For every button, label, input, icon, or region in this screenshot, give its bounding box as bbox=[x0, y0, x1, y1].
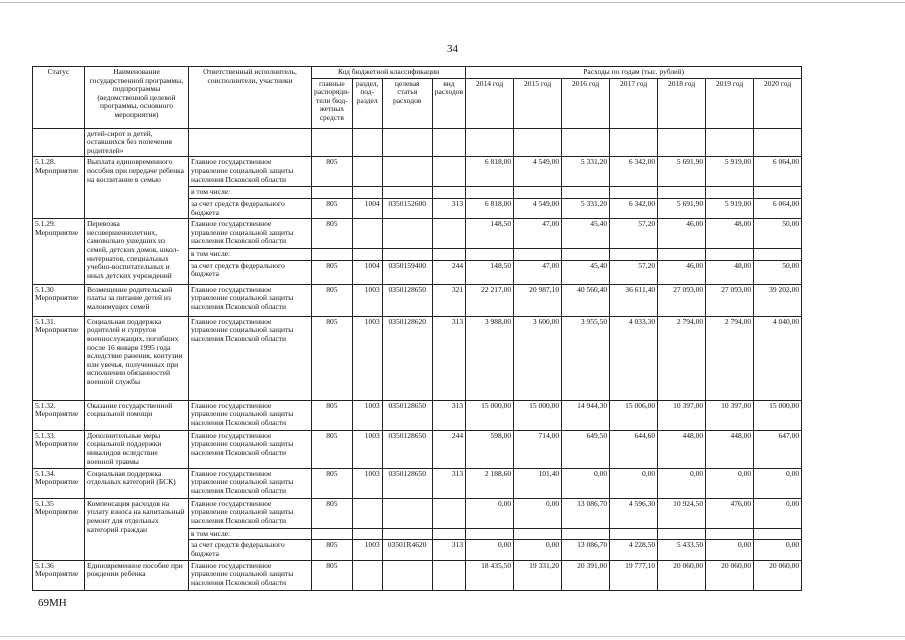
value-cell: 6 064,00 bbox=[754, 198, 802, 218]
value-cell: 5 331,20 bbox=[562, 157, 610, 187]
value-cell: 15 006,00 bbox=[610, 400, 658, 430]
value-cell: 45,40 bbox=[562, 219, 610, 249]
value-cell: 47,00 bbox=[514, 219, 562, 249]
value-cell: 46,00 bbox=[658, 260, 706, 284]
value-cell: 46,00 bbox=[658, 219, 706, 249]
table-row bbox=[33, 157, 802, 187]
table-row bbox=[33, 430, 802, 468]
header-year: 2015 год bbox=[514, 78, 562, 128]
status-cell: 5.1.30 Мероприятие bbox=[33, 284, 85, 316]
value-cell: 10 924,50 bbox=[658, 498, 706, 528]
value-cell: 4 040,00 bbox=[754, 316, 802, 400]
section-cell: 1004 bbox=[352, 260, 382, 284]
header-responsible: Ответственный исполнитель, соисполнители, участники bbox=[189, 67, 312, 129]
type-cell: 321 bbox=[432, 284, 465, 316]
value-cell: 13 086,70 bbox=[562, 498, 610, 528]
target-cell: 0350128650 bbox=[382, 284, 432, 316]
value-cell: 20 060,00 bbox=[754, 560, 802, 590]
target-cell bbox=[382, 157, 432, 187]
value-cell: 0,00 bbox=[754, 540, 802, 560]
value-cell: 0,00 bbox=[754, 468, 802, 498]
value-cell: 15 000,00 bbox=[754, 400, 802, 430]
section-cell: 1003 bbox=[352, 430, 382, 468]
value-cell: 14 944,30 bbox=[562, 400, 610, 430]
status-cell: 5.1.34. Мероприятие bbox=[33, 468, 85, 498]
value-cell: 101,40 bbox=[514, 468, 562, 498]
target-cell bbox=[382, 498, 432, 528]
header-year: 2017 год bbox=[610, 78, 658, 128]
value-cell: 18 435,50 bbox=[466, 560, 514, 590]
table-row bbox=[33, 128, 802, 157]
grbs-cell: 805 bbox=[312, 540, 353, 560]
value-cell: 5 919,00 bbox=[706, 198, 754, 218]
type-cell bbox=[432, 219, 465, 249]
value-cell: 15 000,00 bbox=[466, 400, 514, 430]
value-cell: 22 217,00 bbox=[466, 284, 514, 316]
responsible-cell: Главное государственное управление социальной защиты населения Псковской области bbox=[189, 498, 312, 528]
value-cell: 598,00 bbox=[466, 430, 514, 468]
value-cell: 2 794,00 bbox=[706, 316, 754, 400]
header-year: 2014 год bbox=[466, 78, 514, 128]
value-cell: 45,40 bbox=[562, 260, 610, 284]
value-cell: 40 560,40 bbox=[562, 284, 610, 316]
section-cell: 1004 bbox=[352, 198, 382, 218]
value-cell: 47,00 bbox=[514, 260, 562, 284]
value-cell: 50,00 bbox=[754, 260, 802, 284]
name-cell: Социальная поддержка родителей и супругов военнослужащих, погибших после 16 января 1995 года вследствие ранения, контузии или увечья, полученных при исполнении обязанностей военной службы bbox=[85, 316, 189, 400]
including-cell: в том числе: bbox=[189, 528, 312, 540]
responsible-cell: Главное государственное управление социальной защиты населения Псковской области bbox=[189, 430, 312, 468]
grbs-cell: 805 bbox=[312, 400, 353, 430]
value-cell: 148,50 bbox=[466, 260, 514, 284]
value-cell: 649,50 bbox=[562, 430, 610, 468]
value-cell: 0,00 bbox=[514, 540, 562, 560]
name-cell: Выплата единовременного пособия при передаче ребенка на воспитание в семью bbox=[85, 157, 189, 219]
value-cell: 48,00 bbox=[706, 219, 754, 249]
status-cell: 5.1.32. Мероприятие bbox=[33, 400, 85, 430]
value-cell: 647,00 bbox=[754, 430, 802, 468]
value-cell: 20 060,00 bbox=[658, 560, 706, 590]
value-cell: 20 060,00 bbox=[706, 560, 754, 590]
status-cell: 5.1.33. Мероприятие bbox=[33, 430, 85, 468]
value-cell: 6 818,00 bbox=[466, 157, 514, 187]
type-cell: 313 bbox=[432, 316, 465, 400]
section-cell: 1003 bbox=[352, 316, 382, 400]
header-section: раздел, под-раздел bbox=[352, 78, 382, 128]
responsible-cell: Главное государственное управление социальной защиты населения Псковской области bbox=[189, 219, 312, 249]
type-cell: 244 bbox=[432, 260, 465, 284]
responsible-cell: за счет средств федерального бюджета bbox=[189, 540, 312, 560]
header-expenses: Расходы по годам (тыс. рублей) bbox=[466, 67, 802, 79]
value-cell: 0,00 bbox=[610, 468, 658, 498]
target-cell: 0350128650 bbox=[382, 468, 432, 498]
value-cell: 50,00 bbox=[754, 219, 802, 249]
value-cell: 4 549,00 bbox=[514, 157, 562, 187]
value-cell: 3 988,00 bbox=[466, 316, 514, 400]
responsible-cell: за счет средств федерального бюджета bbox=[189, 260, 312, 284]
header-grbs: главные распоряди-тели бюд-жетных средств bbox=[312, 78, 353, 128]
name-cell: Единовременное пособие при рождении ребенка bbox=[85, 560, 189, 590]
status-cell: 5.1.28. Мероприятие bbox=[33, 157, 85, 219]
value-cell: 27 093,00 bbox=[658, 284, 706, 316]
type-cell bbox=[432, 560, 465, 590]
value-cell: 448,00 bbox=[658, 430, 706, 468]
value-cell: 5 433,50 bbox=[658, 540, 706, 560]
value-cell: 4 596,30 bbox=[610, 498, 658, 528]
section-cell bbox=[352, 219, 382, 249]
grbs-cell: 805 bbox=[312, 498, 353, 528]
table-row bbox=[33, 560, 802, 590]
grbs-cell: 805 bbox=[312, 430, 353, 468]
target-cell bbox=[382, 219, 432, 249]
grbs-cell: 805 bbox=[312, 198, 353, 218]
section-cell: 1003 bbox=[352, 400, 382, 430]
name-cell: Перевозка несовершеннолетних, самовольно ушедших из семей, детских домов, школ-интернатов, специальных учебно-воспитательных и иных детских учреждений bbox=[85, 219, 189, 285]
value-cell: 57,20 bbox=[610, 219, 658, 249]
budget-table bbox=[32, 66, 802, 591]
target-cell: 03501R4620 bbox=[382, 540, 432, 560]
section-cell: 1003 bbox=[352, 468, 382, 498]
section-cell bbox=[352, 157, 382, 187]
value-cell: 476,00 bbox=[706, 498, 754, 528]
value-cell: 4 549,00 bbox=[514, 198, 562, 218]
value-cell: 4 033,30 bbox=[610, 316, 658, 400]
scan-edge-top bbox=[0, 2, 905, 3]
value-cell: 6 342,00 bbox=[610, 157, 658, 187]
section-cell bbox=[352, 498, 382, 528]
table-row bbox=[33, 284, 802, 316]
value-cell: 48,00 bbox=[706, 260, 754, 284]
value-cell: 0,00 bbox=[706, 540, 754, 560]
value-cell: 36 611,40 bbox=[610, 284, 658, 316]
status-cell: 5.1.35 Мероприятие bbox=[33, 498, 85, 560]
footer-code: 69МН bbox=[38, 597, 67, 609]
grbs-cell: 805 bbox=[312, 468, 353, 498]
value-cell: 39 202,00 bbox=[754, 284, 802, 316]
value-cell: 0,00 bbox=[514, 498, 562, 528]
type-cell: 313 bbox=[432, 198, 465, 218]
grbs-cell: 805 bbox=[312, 260, 353, 284]
name-cell: Дополнительные меры социальной поддержки инвалидов вследствие военной травмы bbox=[85, 430, 189, 468]
value-cell: 20 391,00 bbox=[562, 560, 610, 590]
table-row bbox=[33, 498, 802, 528]
status-cell: 5.1.29. Мероприятие bbox=[33, 219, 85, 285]
target-cell bbox=[382, 560, 432, 590]
type-cell: 244 bbox=[432, 430, 465, 468]
value-cell: 5 331,20 bbox=[562, 198, 610, 218]
responsible-cell: Главное государственное управление социальной защиты населения Псковской области bbox=[189, 560, 312, 590]
header-year: 2016 год bbox=[562, 78, 610, 128]
value-cell: 19 777,10 bbox=[610, 560, 658, 590]
table-row bbox=[33, 316, 802, 400]
value-cell: 448,00 bbox=[706, 430, 754, 468]
value-cell: 15 000,00 bbox=[514, 400, 562, 430]
responsible-cell: Главное государственное управление социальной защиты населения Псковской области bbox=[189, 316, 312, 400]
value-cell: 6 342,00 bbox=[610, 198, 658, 218]
grbs-cell: 805 bbox=[312, 219, 353, 249]
header-expense-type: вид расходов bbox=[432, 78, 465, 128]
value-cell: 0,00 bbox=[658, 468, 706, 498]
grbs-cell: 805 bbox=[312, 316, 353, 400]
target-cell: 0350159400 bbox=[382, 260, 432, 284]
value-cell: 19 331,20 bbox=[514, 560, 562, 590]
value-cell: 4 228,50 bbox=[610, 540, 658, 560]
status-cell: 5.1.36 Мероприятие bbox=[33, 560, 85, 590]
name-cell: Оказание государственной социальной помощи bbox=[85, 400, 189, 430]
grbs-cell: 805 bbox=[312, 284, 353, 316]
scan-edge-bottom bbox=[0, 636, 905, 637]
page-number: 34 bbox=[447, 43, 458, 55]
responsible-cell: Главное государственное управление социальной защиты населения Псковской области bbox=[189, 400, 312, 430]
status-cell: 5.1.31. Мероприятие bbox=[33, 316, 85, 400]
responsible-cell: Главное государственное управление социальной защиты населения Псковской области bbox=[189, 468, 312, 498]
including-cell: в том числе: bbox=[189, 187, 312, 199]
type-cell bbox=[432, 498, 465, 528]
value-cell: 2 188,60 bbox=[466, 468, 514, 498]
name-cell: Возмещение родительской платы за питание детей из малоимущих семей bbox=[85, 284, 189, 316]
name-cell: Социальная поддержка отдельных категорий (БСК) bbox=[85, 468, 189, 498]
type-cell: 313 bbox=[432, 468, 465, 498]
value-cell: 644,60 bbox=[610, 430, 658, 468]
value-cell: 0,00 bbox=[754, 498, 802, 528]
target-cell: 0350152600 bbox=[382, 198, 432, 218]
header-budget-code: Код бюджетной классификации bbox=[312, 67, 466, 79]
header-year: 2018 год bbox=[658, 78, 706, 128]
name-cell: детей-сирот и детей, оставшихся без попечения родителей» bbox=[85, 128, 189, 157]
value-cell: 2 794,00 bbox=[658, 316, 706, 400]
table-row bbox=[33, 468, 802, 498]
value-cell: 6 818,00 bbox=[466, 198, 514, 218]
value-cell: 6 064,00 bbox=[754, 157, 802, 187]
section-cell bbox=[352, 560, 382, 590]
header-status: Статус bbox=[33, 67, 85, 129]
responsible-cell: Главное государственное управление социальной защиты населения Псковской области bbox=[189, 157, 312, 187]
header-target: целевая статья расходов bbox=[382, 78, 432, 128]
value-cell: 0,00 bbox=[466, 540, 514, 560]
value-cell: 5 919,00 bbox=[706, 157, 754, 187]
responsible-cell: Главное государственное управление социальной защиты населения Псковской области bbox=[189, 284, 312, 316]
section-cell: 1003 bbox=[352, 540, 382, 560]
status-cell bbox=[33, 128, 85, 157]
value-cell: 5 691,90 bbox=[658, 157, 706, 187]
value-cell: 10 397,00 bbox=[658, 400, 706, 430]
grbs-cell: 805 bbox=[312, 560, 353, 590]
header-name: Наименование государственной программы, подпрограммы (ведомственной целевой программы, основного мероприятия) bbox=[85, 67, 189, 129]
value-cell: 5 691,90 bbox=[658, 198, 706, 218]
section-cell: 1003 bbox=[352, 284, 382, 316]
value-cell: 0,00 bbox=[706, 468, 754, 498]
target-cell: 0350128650 bbox=[382, 400, 432, 430]
header-year: 2020 год bbox=[754, 78, 802, 128]
type-cell: 313 bbox=[432, 540, 465, 560]
value-cell: 3 600,00 bbox=[514, 316, 562, 400]
value-cell: 57,20 bbox=[610, 260, 658, 284]
target-cell: 0350128650 bbox=[382, 430, 432, 468]
value-cell: 20 987,10 bbox=[514, 284, 562, 316]
value-cell: 10 397,00 bbox=[706, 400, 754, 430]
value-cell: 714,00 bbox=[514, 430, 562, 468]
table-row bbox=[33, 400, 802, 430]
header-year: 2019 год bbox=[706, 78, 754, 128]
including-cell: в том числе: bbox=[189, 249, 312, 261]
name-cell: Компенсация расходов на уплату взноса на капитальный ремонт для отдельных категорий граждан bbox=[85, 498, 189, 560]
value-cell: 3 955,50 bbox=[562, 316, 610, 400]
grbs-cell: 805 bbox=[312, 157, 353, 187]
value-cell: 27 093,00 bbox=[706, 284, 754, 316]
table-row bbox=[33, 219, 802, 249]
type-cell bbox=[432, 157, 465, 187]
target-cell: 0350128620 bbox=[382, 316, 432, 400]
type-cell: 313 bbox=[432, 400, 465, 430]
value-cell: 148,50 bbox=[466, 219, 514, 249]
value-cell: 13 086,70 bbox=[562, 540, 610, 560]
value-cell: 0,00 bbox=[562, 468, 610, 498]
responsible-cell: за счет средств федерального бюджета bbox=[189, 198, 312, 218]
value-cell: 0,00 bbox=[466, 498, 514, 528]
